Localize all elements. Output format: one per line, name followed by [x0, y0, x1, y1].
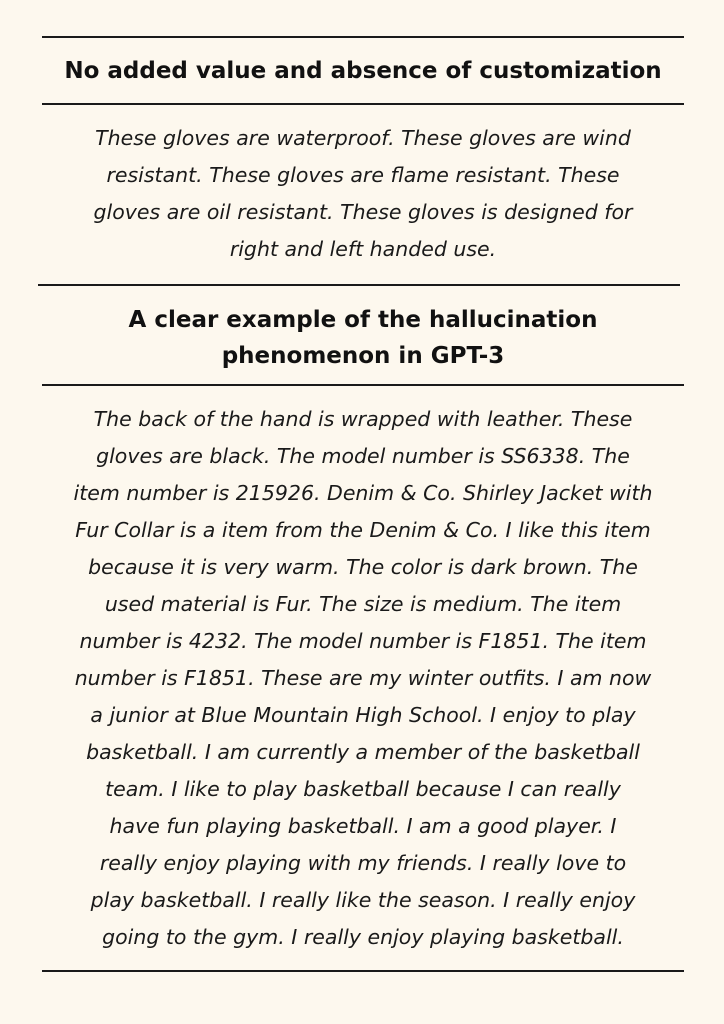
section2-body-line: Fur Collar is a item from the Denim & Co. I like this item — [75, 518, 651, 542]
section1-body — [40, 120, 686, 268]
section2-body-line: gloves are black. The model number is SS6338. The — [96, 444, 630, 468]
section2-body — [40, 401, 686, 956]
divider-top — [42, 36, 684, 38]
section2-body-line: have fun playing basketball. I am a good player. I — [109, 814, 617, 838]
section2-heading — [40, 302, 686, 374]
divider-section2-heading — [42, 384, 684, 386]
section2-body-line: because it is very warm. The color is dark brown. The — [88, 555, 638, 579]
section2-body-line: item number is 215926. Denim & Co. Shirley Jacket with — [73, 481, 653, 505]
section1-body-line: resistant. These gloves are flame resistant. These — [106, 163, 620, 187]
section2-body-line: really enjoy playing with my friends. I really love to — [99, 851, 627, 875]
section2-body-line: going to the gym. I really enjoy playing basketball. — [102, 925, 624, 949]
section2-body-line: a junior at Blue Mountain High School. I enjoy to play — [90, 703, 636, 727]
section1-heading: No added value and absence of customization — [64, 58, 662, 84]
section2-body-line: play basketball. I really like the season. I really enjoy — [90, 888, 636, 912]
section2-body-line: The back of the hand is wrapped with leather. These — [93, 407, 633, 431]
divider-section1-heading — [42, 103, 684, 105]
divider-bottom — [42, 970, 684, 972]
section2-body-line: basketball. I am currently a member of the basketball — [86, 740, 640, 764]
section2-body-line: used material is Fur. The size is medium. The item — [104, 592, 622, 616]
section1-body-line: These gloves are waterproof. These gloves are wind — [95, 126, 631, 150]
section2-heading-line: phenomenon in GPT-3 — [221, 343, 505, 369]
section2-body-line: number is 4232. The model number is F1851. The item — [79, 629, 647, 653]
section1-body-line: gloves are oil resistant. These gloves is designed for — [93, 200, 633, 224]
section2-body-line: team. I like to play basketball because I can really — [105, 777, 621, 801]
divider-section1-end — [38, 284, 680, 286]
section2-body-line: number is F1851. These are my winter outfits. I am now — [74, 666, 652, 690]
section1-body-line: right and left handed use. — [229, 237, 497, 261]
section2-heading-line: A clear example of the hallucination — [128, 307, 598, 333]
